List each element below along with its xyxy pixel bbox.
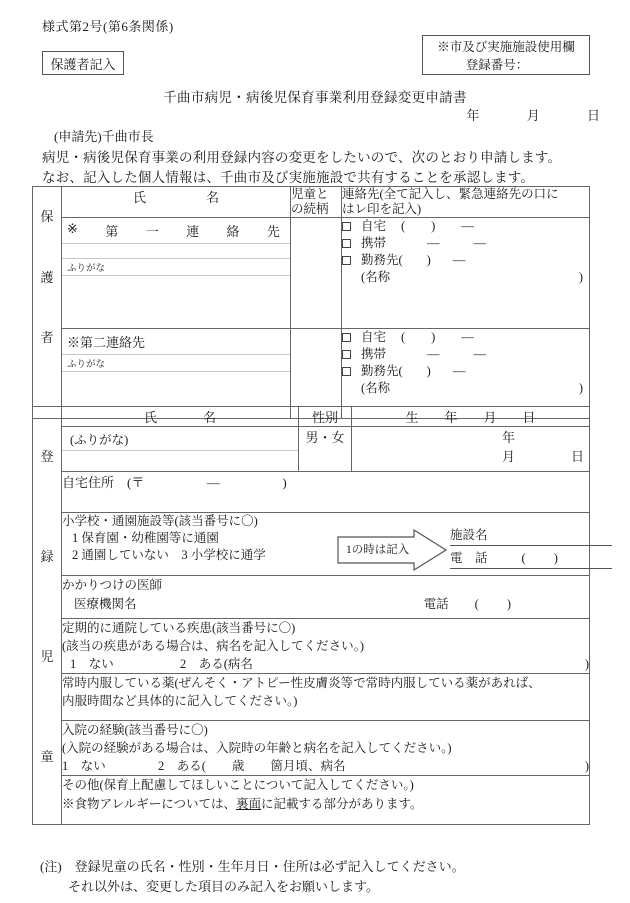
contact-dash-home: —: [461, 219, 474, 233]
contact2-close-paren-work: ): [426, 364, 431, 378]
contact2-dash-home: —: [461, 330, 474, 344]
guardian-table: [32, 186, 590, 419]
guardian-name-header: [62, 187, 291, 218]
hospitalization-option-2-prefix: 2 ある(: [158, 759, 206, 773]
workplace2-name-row[interactable]: [342, 380, 589, 397]
first-contact-title-char-1: 第: [105, 224, 119, 239]
first-contact-name-input-area[interactable]: [62, 275, 290, 328]
contact-dash-work: —: [452, 253, 466, 267]
child-side-label-char-3: 童: [40, 748, 54, 764]
checkbox-icon-home[interactable]: [342, 222, 351, 231]
registration-number-label: 登録番号：: [465, 58, 529, 72]
doctor-line-2[interactable]: [62, 595, 589, 614]
dob-header-char-2: 年: [444, 410, 458, 425]
child-address-cell[interactable]: [62, 472, 590, 513]
illness-cell[interactable]: [62, 619, 590, 674]
contact-dash1-mobile: —: [427, 236, 440, 250]
relation-header: [291, 187, 342, 218]
first-contact-name-cell[interactable]: [62, 218, 291, 329]
doctor-line-1: かかりつけの医師: [62, 578, 163, 592]
footer-note-line-1: (注) 登録児童の氏名・性別・生年月日・住所は必ず記入してください。: [40, 859, 465, 874]
address-label: 自宅住所 (〒: [62, 475, 145, 490]
child-furigana-label: (ふりがな): [62, 427, 298, 451]
child-other-row: [33, 776, 590, 825]
dob-header-char-4: 日: [522, 410, 536, 425]
facility-fields[interactable]: [450, 527, 612, 569]
medication-line-1: 常時内服している薬(ぜんそく・アトピー性皮膚炎等で常時内服している薬があれば、: [62, 676, 541, 690]
contact2-row-home[interactable]: [342, 329, 589, 346]
checkbox-icon-mobile[interactable]: [342, 239, 351, 248]
dob-month-label: 月: [502, 449, 516, 464]
child-side-label-char-0: 登: [40, 448, 54, 464]
hospitalization-close-paren: ): [584, 759, 589, 773]
facility-phone-close: ): [553, 551, 558, 565]
illness-option-1[interactable]: 1 ない: [70, 657, 114, 671]
workplace2-name-label: (名称: [361, 381, 391, 395]
facility-phone-field[interactable]: [450, 550, 612, 569]
doctor-phone-close: ): [506, 597, 511, 611]
second-contact-name-cell[interactable]: [62, 329, 291, 419]
child-address-row: [33, 472, 590, 513]
workplace2-name-close: ): [578, 381, 583, 395]
checkbox-icon-work-2[interactable]: [342, 367, 351, 376]
second-contact-relation-cell[interactable]: [291, 329, 342, 419]
facility-phone-label: 電 話: [450, 551, 488, 565]
contact-dash2-mobile: —: [473, 236, 486, 250]
contact2-row-mobile[interactable]: [342, 346, 589, 363]
date-day-label: 日: [586, 108, 600, 123]
city-use-title: ※市及び実施施設使用欄: [437, 40, 575, 54]
date-month-label: 月: [526, 108, 540, 123]
relation-header-line-1: 児童と: [291, 187, 329, 201]
first-contact-phone-cell[interactable]: [342, 218, 590, 329]
checkbox-icon-work[interactable]: [342, 256, 351, 265]
school-cell[interactable]: [62, 513, 590, 576]
dob-day-label: 日: [571, 449, 585, 464]
contact-open-paren-home: (: [401, 219, 406, 233]
contact-header: [342, 187, 590, 218]
guardian-row-second-contact: [33, 329, 590, 419]
medical-org-label: 医療機関名: [74, 597, 137, 611]
workplace-name-label: (名称: [361, 270, 391, 284]
child-side-label-char-2: 児: [40, 648, 54, 664]
child-dob-inner: [352, 427, 589, 465]
contact-row-work[interactable]: [342, 252, 589, 269]
child-name-header-char-2: 名: [203, 410, 217, 425]
illness-line-2: (該当の疾患がある場合は、病名を記入してください。): [62, 639, 365, 653]
other-line-1: その他(保育上配慮してほしいことについて記入してください。): [62, 778, 414, 792]
child-sex-cell[interactable]: 男・女: [299, 427, 352, 472]
child-side-label-char-1: 録: [40, 548, 54, 564]
side-label-char-0: 保: [40, 209, 54, 225]
medication-cell[interactable]: [62, 674, 590, 721]
form-number: 様式第2号(第6条関係): [42, 19, 174, 34]
side-label-char-1: 護: [40, 269, 54, 285]
child-name-cell[interactable]: [62, 427, 299, 472]
guardian-side-label: [33, 187, 62, 419]
first-contact-title-char-2: 一: [145, 224, 159, 239]
contact-label-home: 自宅: [361, 219, 387, 233]
hospitalization-option-1[interactable]: 1 ない: [62, 759, 106, 773]
guardian-row-first-contact: [33, 218, 590, 329]
checkbox-icon-mobile-2[interactable]: [342, 350, 351, 359]
child-doctor-row: [33, 576, 590, 619]
other-line-2-underlined: 裏面: [235, 797, 261, 811]
first-contact-title-char-4: 絡: [226, 224, 240, 239]
dob-year-label: 年: [502, 430, 516, 445]
application-paragraph-2: なお、記入した個人情報は、千曲市及び実施施設で共有することを承認します。: [42, 170, 535, 185]
second-contact-phone-cell[interactable]: [342, 329, 590, 419]
hospitalization-age-unit: 歳: [231, 759, 245, 773]
date-line: [0, 105, 600, 124]
medication-line-2: 内服時間など具体的に記入してください。): [62, 694, 298, 708]
city-use-box: [422, 35, 590, 75]
address-dash: —: [206, 475, 220, 490]
hospitalization-line-1: 入院の経験(該当番号に〇): [62, 723, 208, 737]
application-paragraph-1: 病児・病後児保育事業の利用登録内容の変更をしたいので、次のとおり申請します。: [42, 150, 562, 165]
first-contact-title: [62, 218, 290, 243]
relation-header-line-2: の続柄: [291, 202, 329, 216]
child-table: [32, 406, 590, 825]
doctor-cell[interactable]: [62, 576, 590, 619]
child-dob-cell[interactable]: [352, 427, 590, 472]
other-line-2-suffix: に記載する部分があります。: [260, 797, 423, 811]
school-option-1[interactable]: 1 保育園・幼稚園等に通園: [72, 531, 219, 545]
facility-name-field[interactable]: [450, 527, 612, 546]
illness-close-paren: ): [584, 657, 589, 671]
child-identity-row: [33, 427, 590, 472]
contact2-dash1-mobile: —: [427, 347, 440, 361]
contact2-label-home: 自宅: [361, 330, 387, 344]
contact-header-line-1: 連絡先(全て記入し、緊急連絡先の口に: [342, 187, 559, 201]
workplace-name-row[interactable]: [342, 269, 589, 286]
first-contact-title-char-5: 先: [266, 224, 280, 239]
document-title: 千曲市病児・病後児保育事業利用登録変更申請書: [163, 90, 467, 105]
arrow-annotation: 1の時は記入: [346, 544, 410, 556]
hospitalization-cell[interactable]: [62, 721, 590, 776]
contact-row-home[interactable]: [342, 218, 589, 235]
contact2-dash-work: —: [452, 364, 466, 378]
facility-phone-open: (: [521, 551, 526, 565]
guardian-entry-label: 保護者記入: [50, 56, 116, 72]
first-contact-furigana-label: ふりがな: [62, 258, 290, 275]
footer-note-line-2: それ以外は、変更した項目のみ記入をお願いします。: [68, 879, 379, 894]
side-label-char-2: 者: [40, 330, 54, 346]
contact2-row-work[interactable]: [342, 363, 589, 380]
checkbox-icon-home-2[interactable]: [342, 333, 351, 342]
illness-options[interactable]: [62, 655, 589, 673]
child-hospitalization-row: [33, 721, 590, 776]
dob-header-char-3: 月: [483, 410, 497, 425]
contact-header-line-2: はレ印を記入): [342, 202, 422, 216]
first-contact-title-char-0: ※: [67, 221, 78, 236]
illness-option-2[interactable]: 2 ある(病名: [180, 657, 253, 671]
workplace-name-close: ): [578, 270, 583, 284]
name-header-char-1: 氏: [132, 190, 146, 205]
contact-label-work: 勤務先(: [361, 253, 403, 267]
sex-header: 性別: [299, 407, 352, 427]
doctor-phone-open: (: [474, 597, 479, 611]
hospitalization-options[interactable]: [62, 757, 589, 775]
dob-header-char-1: 生: [405, 410, 419, 425]
facility-name-label: 施設名: [450, 528, 488, 542]
hospitalization-option-2[interactable]: [158, 757, 345, 775]
first-contact-title-char-3: 連: [186, 224, 200, 239]
illness-line-1: 定期的に通院している疾患(該当番号に〇): [62, 621, 296, 635]
school-line-1: 小学校・通園施設等(該当番号に〇): [62, 514, 258, 528]
child-name-input-area[interactable]: [62, 451, 298, 471]
contact2-dash2-mobile: —: [473, 347, 486, 361]
hospitalization-month-disease: 箇月頃、病名: [270, 759, 346, 773]
address-close-paren: ): [282, 475, 287, 490]
contact-close-paren-work: ): [426, 253, 431, 267]
contact2-close-paren-home: ): [431, 330, 436, 344]
second-contact-title: ※第二連絡先: [67, 335, 146, 350]
other-line-2-prefix: ※食物アレルギーについては、: [62, 797, 236, 811]
contact-label-mobile: 携帯: [361, 236, 387, 250]
contact2-label-mobile: 携帯: [361, 347, 387, 361]
child-table-header-row: [33, 407, 590, 427]
child-name-header: [62, 407, 299, 427]
doctor-phone-label: 電話: [423, 597, 449, 611]
contact-close-paren-home: ): [431, 219, 436, 233]
child-name-header-char-1: 氏: [143, 410, 157, 425]
child-medication-row: [33, 674, 590, 721]
addressee: (申請先)千曲市長: [54, 129, 154, 144]
guardian-table-header-row: [33, 187, 590, 218]
date-year-label: 年: [466, 108, 480, 123]
hospitalization-line-2: (入院の経験がある場合は、入院時の年齢と病名を記入してください。): [62, 741, 452, 755]
arrow-icon: [336, 529, 448, 569]
guardian-entry-box: [42, 51, 124, 75]
child-school-row: [33, 513, 590, 576]
school-option-2-3[interactable]: 2 通園していない 3 小学校に通学: [72, 548, 266, 562]
dob-header: [352, 407, 590, 427]
other-cell[interactable]: [62, 776, 590, 825]
other-line-2: [62, 795, 589, 814]
doctor-phone-group[interactable]: [424, 595, 589, 614]
child-illness-row: [33, 619, 590, 674]
name-header-char-2: 名: [206, 190, 220, 205]
first-contact-relation-cell[interactable]: [291, 218, 342, 329]
contact-row-mobile[interactable]: [342, 235, 589, 252]
first-contact-spacer: [62, 243, 290, 258]
child-side-label: [33, 407, 62, 825]
contact2-open-paren-home: (: [401, 330, 406, 344]
second-contact-furigana-label: ふりがな: [62, 354, 290, 371]
contact2-label-work: 勤務先(: [361, 364, 403, 378]
